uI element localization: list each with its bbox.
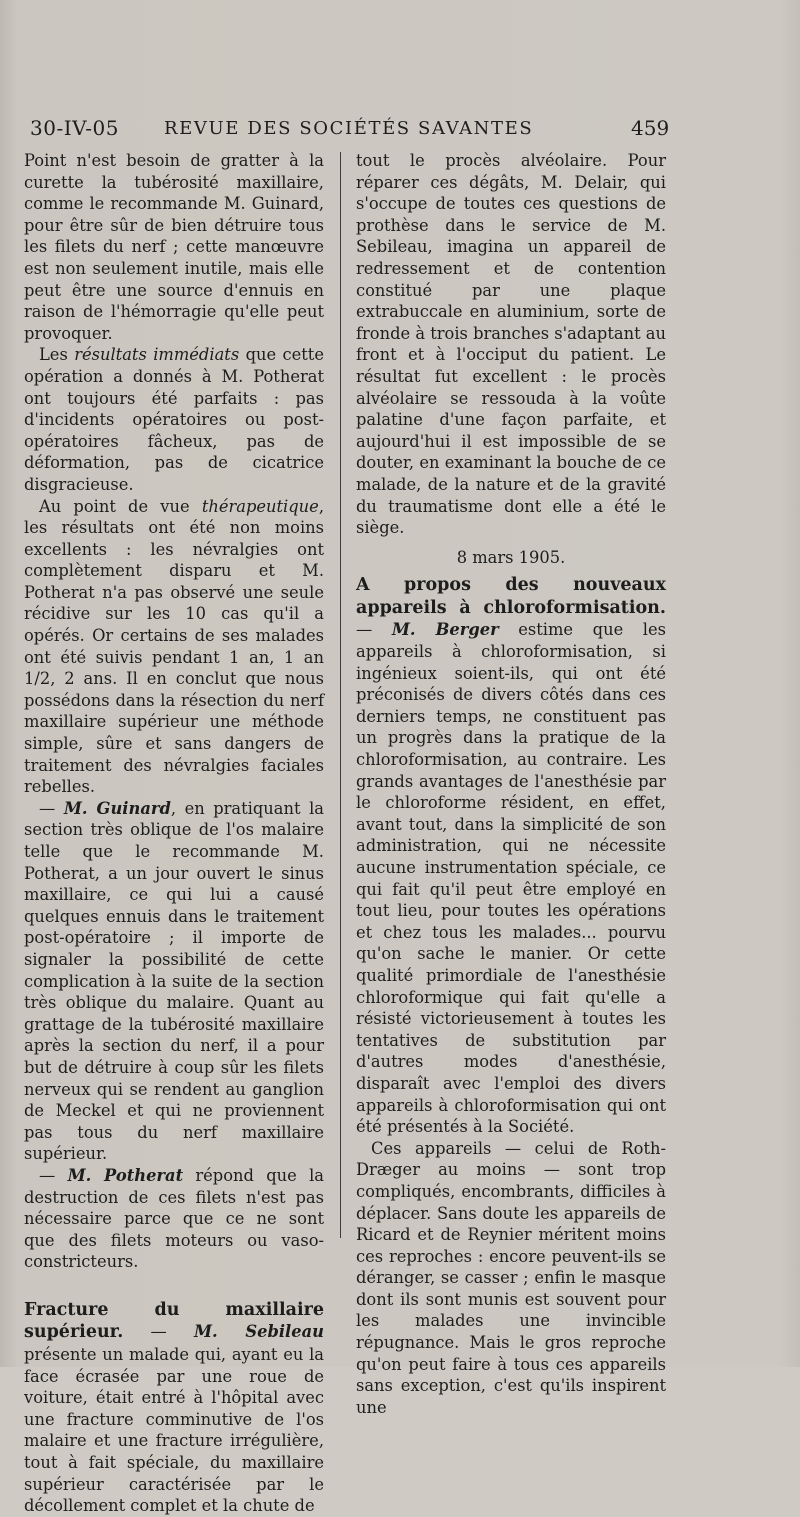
paragraph: tout le procès alvéolaire. Pour réparer ces dégâts, M. Delair, qui s'occupe de toutes ces questions de prothèse dans le service de M. Sebileau, imagina un appareil de redressement et de contention constitué par une plaque extrabuccale en aluminium, sorte de fronde à trois branches s'adaptant au front et à l'occiput du patient. Le résultat fut excellent : le procès alvéolaire se ressouda à la voûte palatine d'une façon parfaite, et aujourd'hui il est impossible de se douter, en examinant la bouche de ce malade, de la nature et de la gravité du traumatisme dont elle a été le siège.: [356, 151, 666, 538]
italic-term: résultats immédiats: [74, 345, 240, 365]
paragraph: Au point de vue thérapeutique, les résultats ont été non moins excellents : les névralgies ont complètement disparu et M. Potherat n'a pas observé une seule récidive sur les 10 cas qu'il a opérés. Or certains de ses malades ont été suivis pendant 1 an, 1 an 1/2, 2 ans. Il en conclut que nous possédons dans la résection du nerf maxillaire supérieur une méthode simple, sûre et sans dangers de traitement des névralgies faciales rebelles.: [24, 496, 324, 797]
speaker-name: M. Potherat: [67, 1165, 184, 1185]
right-column: [356, 150, 666, 1417]
paragraph: Les résultats immédiats que cette opération a donnés à M. Potherat ont toujours été parfaits : pas d'incidents opératoires ou post-opératoires fâcheux, pas de déformation, pas de cicatrice disgracieuse.: [24, 345, 324, 494]
issue-date: 30-IV-05: [30, 116, 119, 140]
page-number: 459: [631, 116, 670, 140]
section-paragraph: Fracture du maxillaire supérieur. — M. Sebileau présente un malade qui, ayant eu la face écrasée par une roue de voiture, était entré à l'hôpital avec une fracture comminutive de l'os malaire et une fracture irrégulière, tout à fait spéciale, du maxillaire supérieur caractérisée par le décollement complet et la chute de: [24, 1299, 324, 1516]
section-title: A propos des nouveaux appareils à chloroformisation.: [356, 575, 666, 618]
paragraph: Point n'est besoin de gratter à la curette la tubérosité maxillaire, comme le recommande M. Guinard, pour être sûr de bien détruire tous les filets du nerf ; cette manœuvre est non seulement inutile, mais elle peut être une source d'ennuis en raison de l'hémorragie qu'elle peut provoquer.: [24, 151, 324, 343]
speaker-name: M. Guinard: [63, 798, 171, 818]
session-date: 8 mars 1905.: [456, 547, 566, 567]
journal-title: REVUE DES SOCIÉTÉS SAVANTES: [164, 118, 534, 139]
section-spacer: [24, 1273, 324, 1299]
running-head: [30, 116, 670, 146]
left-column: [24, 150, 324, 1516]
paragraph: — M. Guinard, en pratiquant la section très oblique de l'os malaire telle que le recommande M. Potherat, a un jour ouvert le sinus maxillaire, ce qui lui a causé quelques ennuis dans le traitement post-opératoire ; il importe de signaler la possibilité de cette complication à la suite de la section très oblique du malaire. Quant au grattage de la tubérosité maxillaire après la section du nerf, il a pour but de détruire à coup sûr les filets nerveux qui se rendent au ganglion de Meckel et qui ne proviennent pas tous du nerf maxillaire supérieur.: [24, 798, 324, 1164]
section-title: Fracture du maxillaire supérieur.: [24, 1299, 324, 1343]
section-paragraph: A propos des nouveaux appareils à chloroformisation. — M. Berger estime que les appareils à chloroformisation, si ingénieux soient-ils, qui ont été préconisés de divers côtés dans ces derniers temps, ne constituent pas un progrès dans la pratique de la chloroformisation, au contraire. Les grands avantages de l'anesthésie par le chloroforme résident, en effet, avant tout, dans la simplicité de son administration, qui ne nécessite aucune instrumentation spéciale, ce qui fait qu'il peut être employé en tout lieu, pour toutes les opérations et chez tous les malades... pourvu qu'on sache le manier. Or cette qualité primordiale de l'anesthésie chloroformique qui fait qu'elle a résisté victorieusement à toutes les tentatives de substitution par d'autres modes d'anesthésie, disparaît avec l'emploi des divers appareils à chloroformisation qui ont été présentés à la Société.: [356, 575, 666, 1137]
speaker-name: M. Berger: [391, 620, 499, 640]
italic-term: thérapeutique: [201, 496, 319, 516]
column-rule: [340, 152, 341, 1238]
paragraph: — M. Potherat répond que la destruction de ces filets n'est pas nécessaire parce que ce ne sont que des filets moteurs ou vaso-constricteurs.: [24, 1165, 324, 1272]
speaker-name: M. Sebileau: [194, 1322, 324, 1342]
paragraph: Ces appareils — celui de Roth-Dræger au moins — sont trop compliqués, encombrants, difficiles à déplacer. Sans doute les appareils de Ricard et de Reynier méritent moins ces reproches : encore peuvent-ils se déranger, se casser ; enfin le masque dont ils sont munis est souvent pour les malades une invincible répugnance. Mais le gros reproche qu'on peut faire à tous ces appareils sans exception, c'est qu'ils inspirent une: [356, 1138, 666, 1417]
